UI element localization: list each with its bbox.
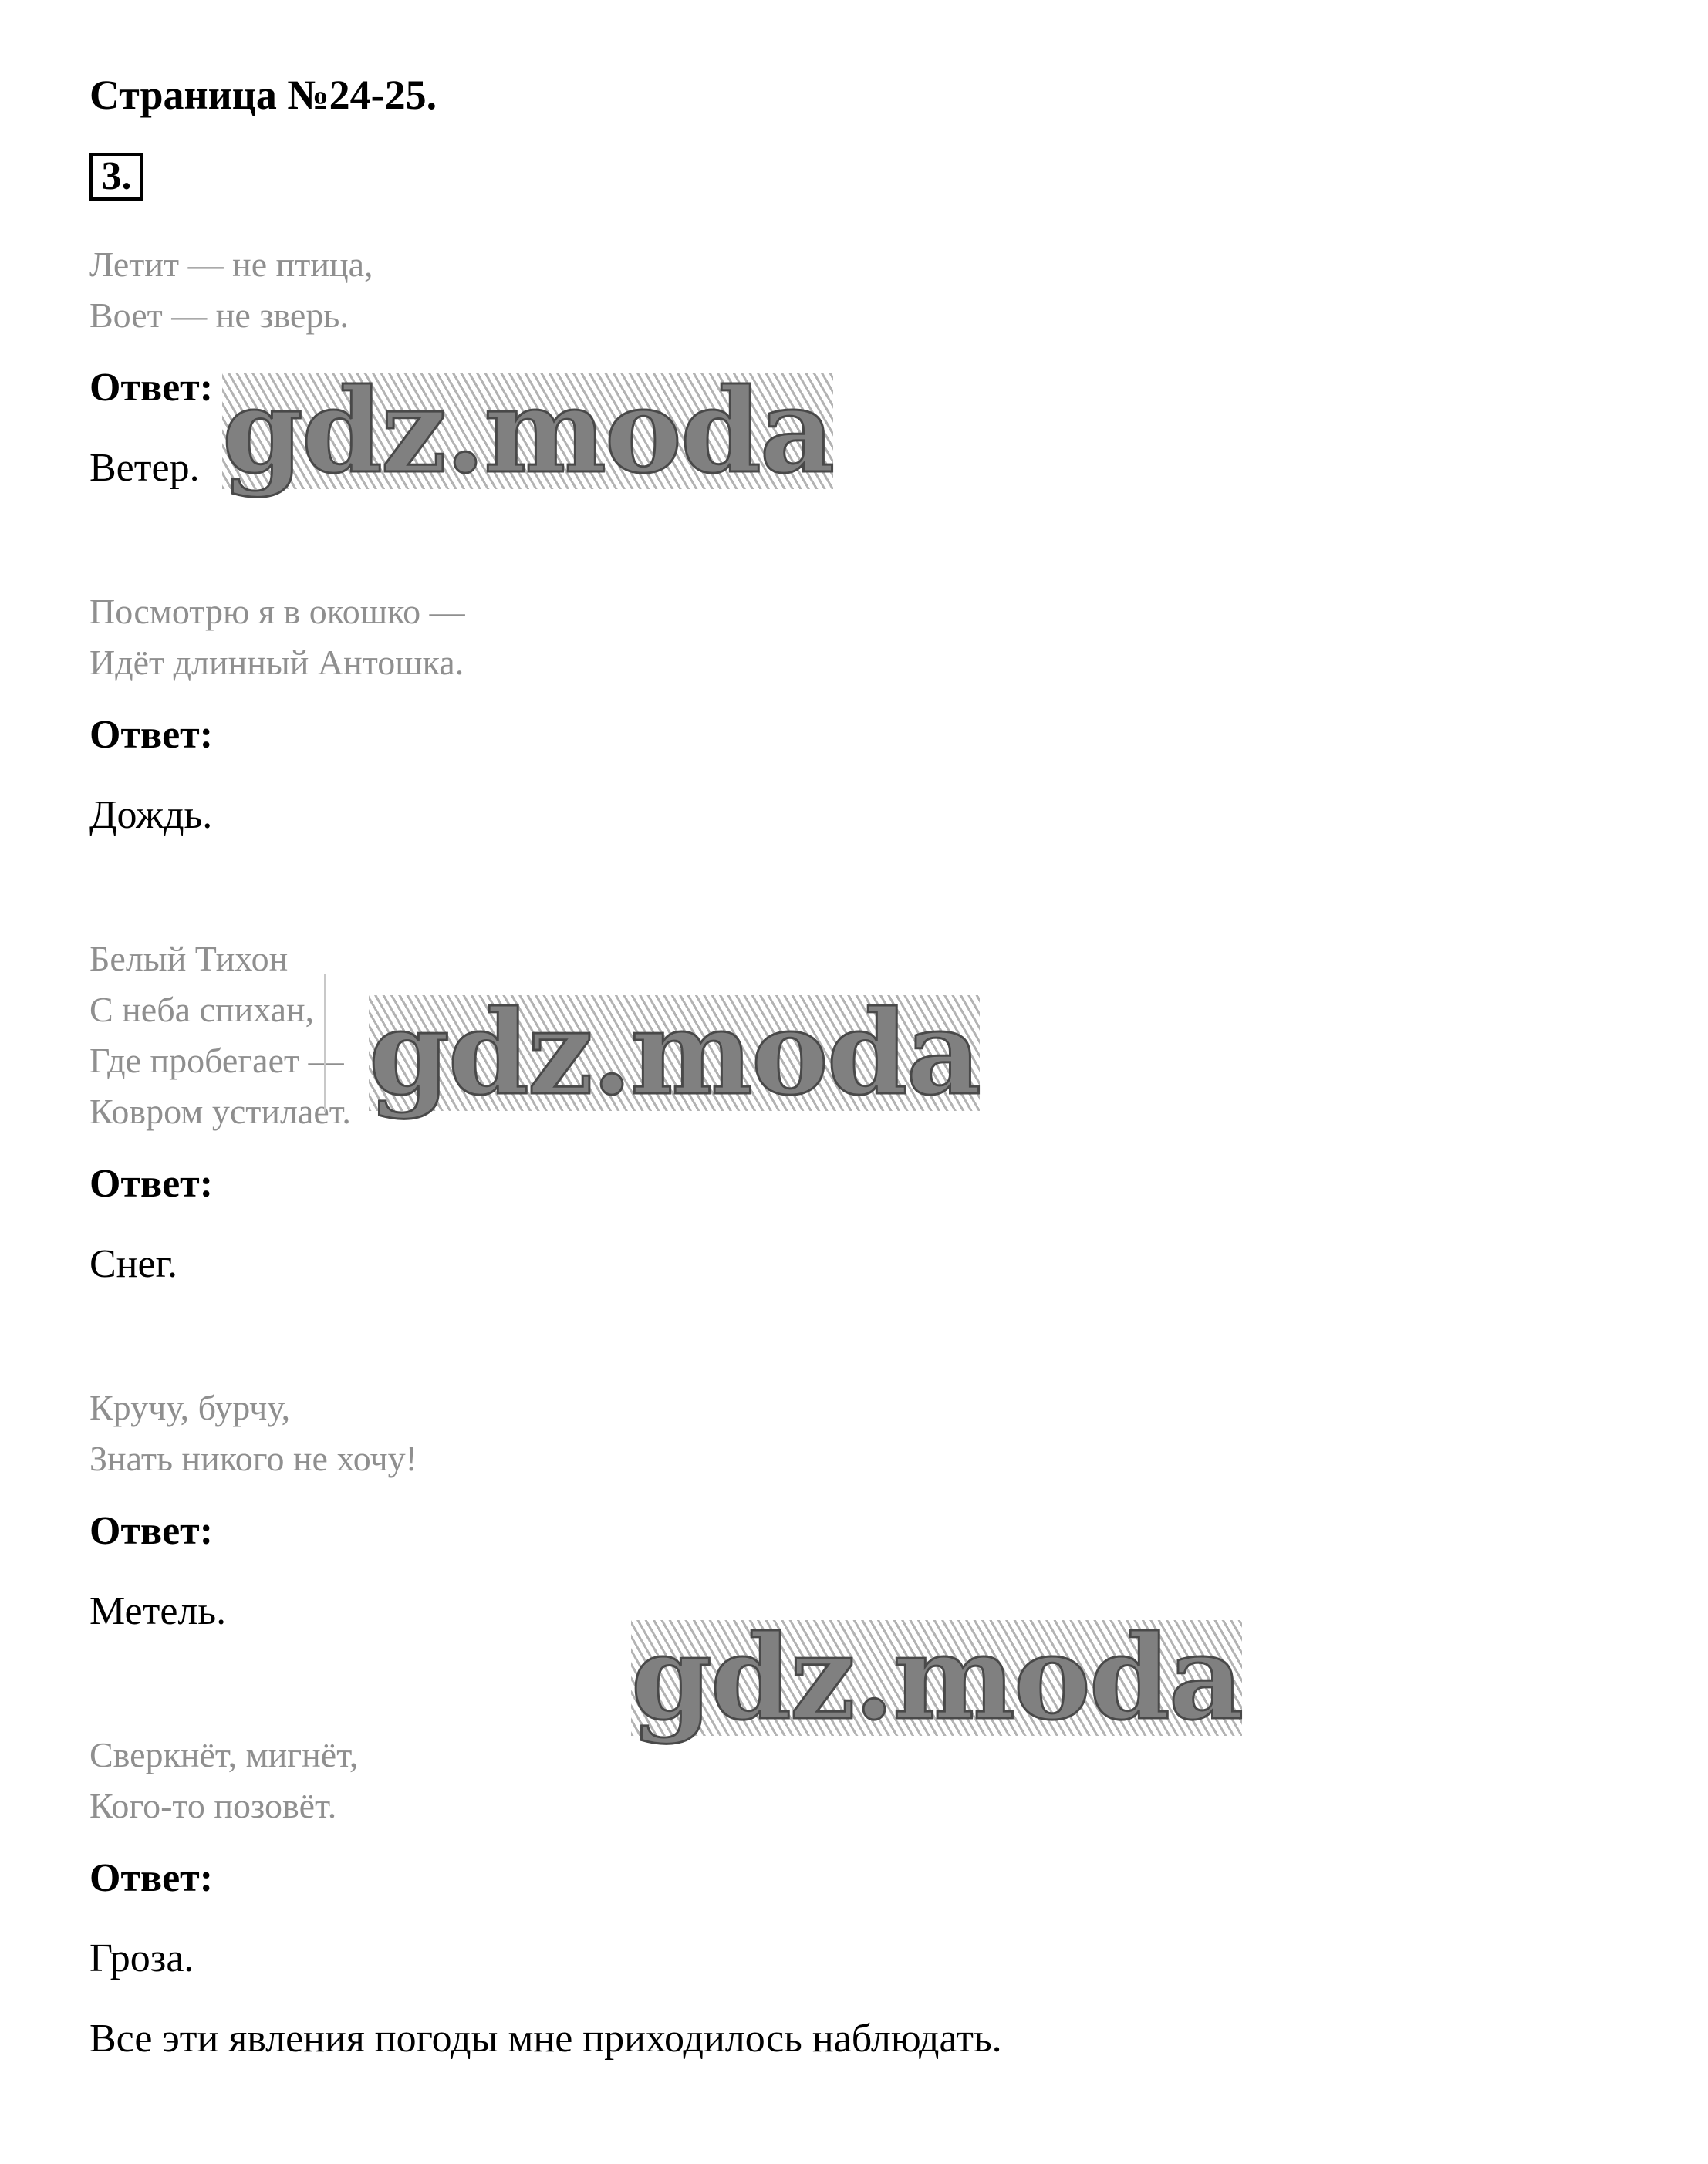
riddle-3-line-2: С неба спихан, <box>89 990 315 1029</box>
riddle-2-answer-label: Ответ: <box>89 713 214 757</box>
task-number-box: 3. <box>89 153 143 201</box>
watermark-logo-1: gdz.moda <box>222 363 834 499</box>
riddle-3-line-4: Ковром устилает. <box>89 1092 351 1131</box>
riddle-3-answer: Снег. <box>89 1242 178 1286</box>
riddle-4-answer: Метель. <box>89 1589 227 1633</box>
watermark-logo-2: gdz.moda <box>369 985 981 1121</box>
riddle-1-line-1: Летит — не птица, <box>89 245 373 284</box>
riddle-2-line-1: Посмотрю я в окошко — <box>89 592 465 631</box>
riddle-3-line-1: Белый Тихон <box>89 939 289 978</box>
riddle-1-line-2: Воет — не зверь. <box>89 295 349 335</box>
riddle-5-line-1: Сверкнёт, мигнёт, <box>89 1735 359 1774</box>
riddle-2-line-2: Идёт длинный Антошка. <box>89 643 464 682</box>
riddle-5-answer-label: Ответ: <box>89 1856 214 1900</box>
riddle-1-answer-label: Ответ: <box>89 366 214 410</box>
riddle-1-answer: Ветер. <box>89 446 200 490</box>
riddle-5-answer: Гроза. <box>89 1936 194 1980</box>
page-title: Страница №24-25. <box>89 72 437 118</box>
riddle-3-line-3: Где пробегает — <box>89 1041 344 1080</box>
conclusion-text: Все эти явления погоды мне приходилось наблюдать. <box>89 2017 1002 2061</box>
riddle-4-answer-label: Ответ: <box>89 1509 214 1553</box>
riddle-4-line-1: Кручу, бурчу, <box>89 1388 291 1427</box>
riddle-3-answer-label: Ответ: <box>89 1162 214 1206</box>
riddle-2-answer: Дождь. <box>89 793 213 837</box>
riddle-4-line-2: Знать никого не хочу! <box>89 1439 417 1478</box>
watermark-logo-3: gdz.moda <box>631 1610 1243 1746</box>
watermark-scratch-line <box>324 974 326 1112</box>
riddle-5-line-2: Кого-то позовёт. <box>89 1786 337 1825</box>
